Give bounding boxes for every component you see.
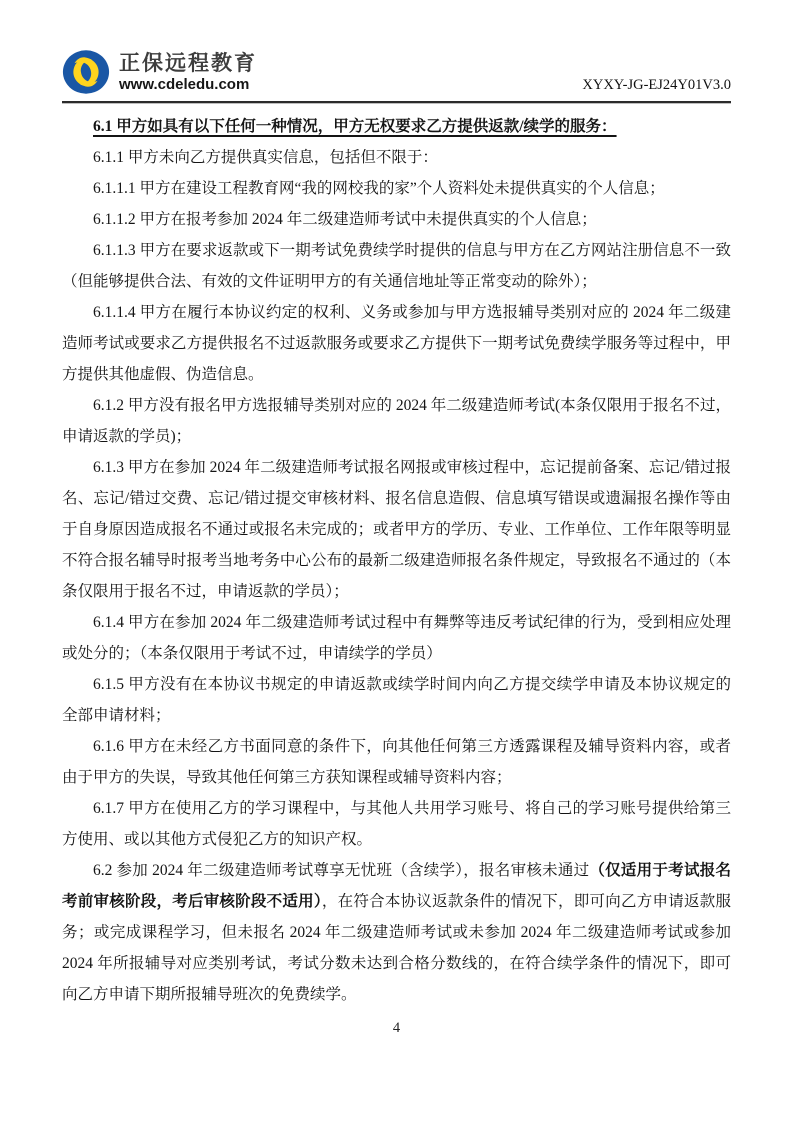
clause-6-1-7: 6.1.7 甲方在使用乙方的学习课程中，与其他人共用学习账号、将自己的学习账号提供给第三方使用、或以其他方式侵犯乙方的知识产权。 [62, 800, 731, 848]
clause-6-1-4: 6.1.4 甲方在参加 2024 年二级建造师考试过程中有舞弊等违反考试纪律的行为，受到相应处理或处分的；（本条仅限用于考试不过，申请续学的学员） [62, 614, 731, 662]
clause-6-2: 6.2 参加 2024 年二级建造师考试尊享无忧班（含续学），报名审核未通过（仅适用于考试报名考前审核阶段，考后审核阶段不适用），在符合本协议返款条件的情况下，即可向乙方申请返款服务；或完成课程学习，但未报名 2024 年二级建造师考试或未参加 2024 年二级建造师考试或参加 2024 年所报辅导对应类别考试，考试分数未达到合格分数线的，在符合续学条件的情况下，即可向乙方申请下期所报辅导班次的免费续学。 [62, 862, 731, 1003]
company-logo [62, 48, 257, 96]
clause-6-1-1-2: 6.1.1.2 甲方在报考参加 2024 年二级建造师考试中未提供真实的个人信息； [93, 211, 597, 228]
brand-website: www.cdeledu.com [119, 75, 250, 93]
page-footer [0, 1020, 793, 1037]
clause-6-1-2: 6.1.2 甲方没有报名甲方选报辅导类别对应的 2024 年二级建造师考试(本条仅限用于报名不过，申请返款的学员)； [62, 397, 731, 445]
logo-text [119, 51, 257, 94]
clause-6-1-3: 6.1.3 甲方在参加 2024 年二级建造师考试报名网报或审核过程中，忘记提前备案、忘记/错过报名、忘记/错过交费、忘记/错过提交审核材料、报名信息造假、信息填写错误或遗漏报名操作等由于自身原因造成报名不通过或报名未完成的；或者甲方的学历、专业、工作单位、工作年限等明显不符合报名辅导时报考当地考务中心公布的最新二级建造师报名条件规定，导致报名不通过的（本条仅限用于报名不过，申请返款的学员）； [62, 459, 731, 600]
clause-6-1-1-1: 6.1.1.1 甲方在建设工程教育网“我的网校我的家”个人资料处未提供真实的个人信息； [93, 180, 665, 197]
clause-6-1-1-4: 6.1.1.4 甲方在履行本协议约定的权利、义务或参加与甲方选报辅导类别对应的 2024 年二级建造师考试或要求乙方提供报名不过返款服务或要求乙方提供下一期考试免费续学服务等过程中，甲方提供其他虚假、伪造信息。 [62, 304, 731, 383]
clause-6-1-6: 6.1.6 甲方在未经乙方书面同意的条件下，向其他任何第三方透露课程及辅导资料内容，或者由于甲方的失误，导致其他任何第三方获知课程或辅导资料内容； [62, 738, 731, 786]
clause-6-1-1: 6.1.1 甲方未向乙方提供真实信息，包括但不限于： [93, 149, 438, 166]
page-number: 4 [392, 1020, 401, 1036]
brand-swirl-icon [62, 48, 110, 96]
clause-6-1-5: 6.1.5 甲方没有在本协议书规定的申请返款或续学时间内向乙方提交续学申请及本协议规定的全部申请材料； [62, 676, 731, 724]
clause-6-1-1-3: 6.1.1.3 甲方在要求返款或下一期考试免费续学时提供的信息与甲方在乙方网站注册信息不一致（但能够提供合法、有效的文件证明甲方的有关通信地址等正常变动的除外）； [62, 242, 731, 290]
brand-name: 正保远程教育 [119, 51, 257, 75]
document-code: XYXY-JG-EJ24Y01V3.0 [582, 77, 731, 93]
page-header [62, 0, 731, 103]
clause-6-1: 6.1 甲方如具有以下任何一种情况，甲方无权要求乙方提供返款/续学的服务： [93, 118, 617, 135]
document-body [62, 103, 731, 1010]
